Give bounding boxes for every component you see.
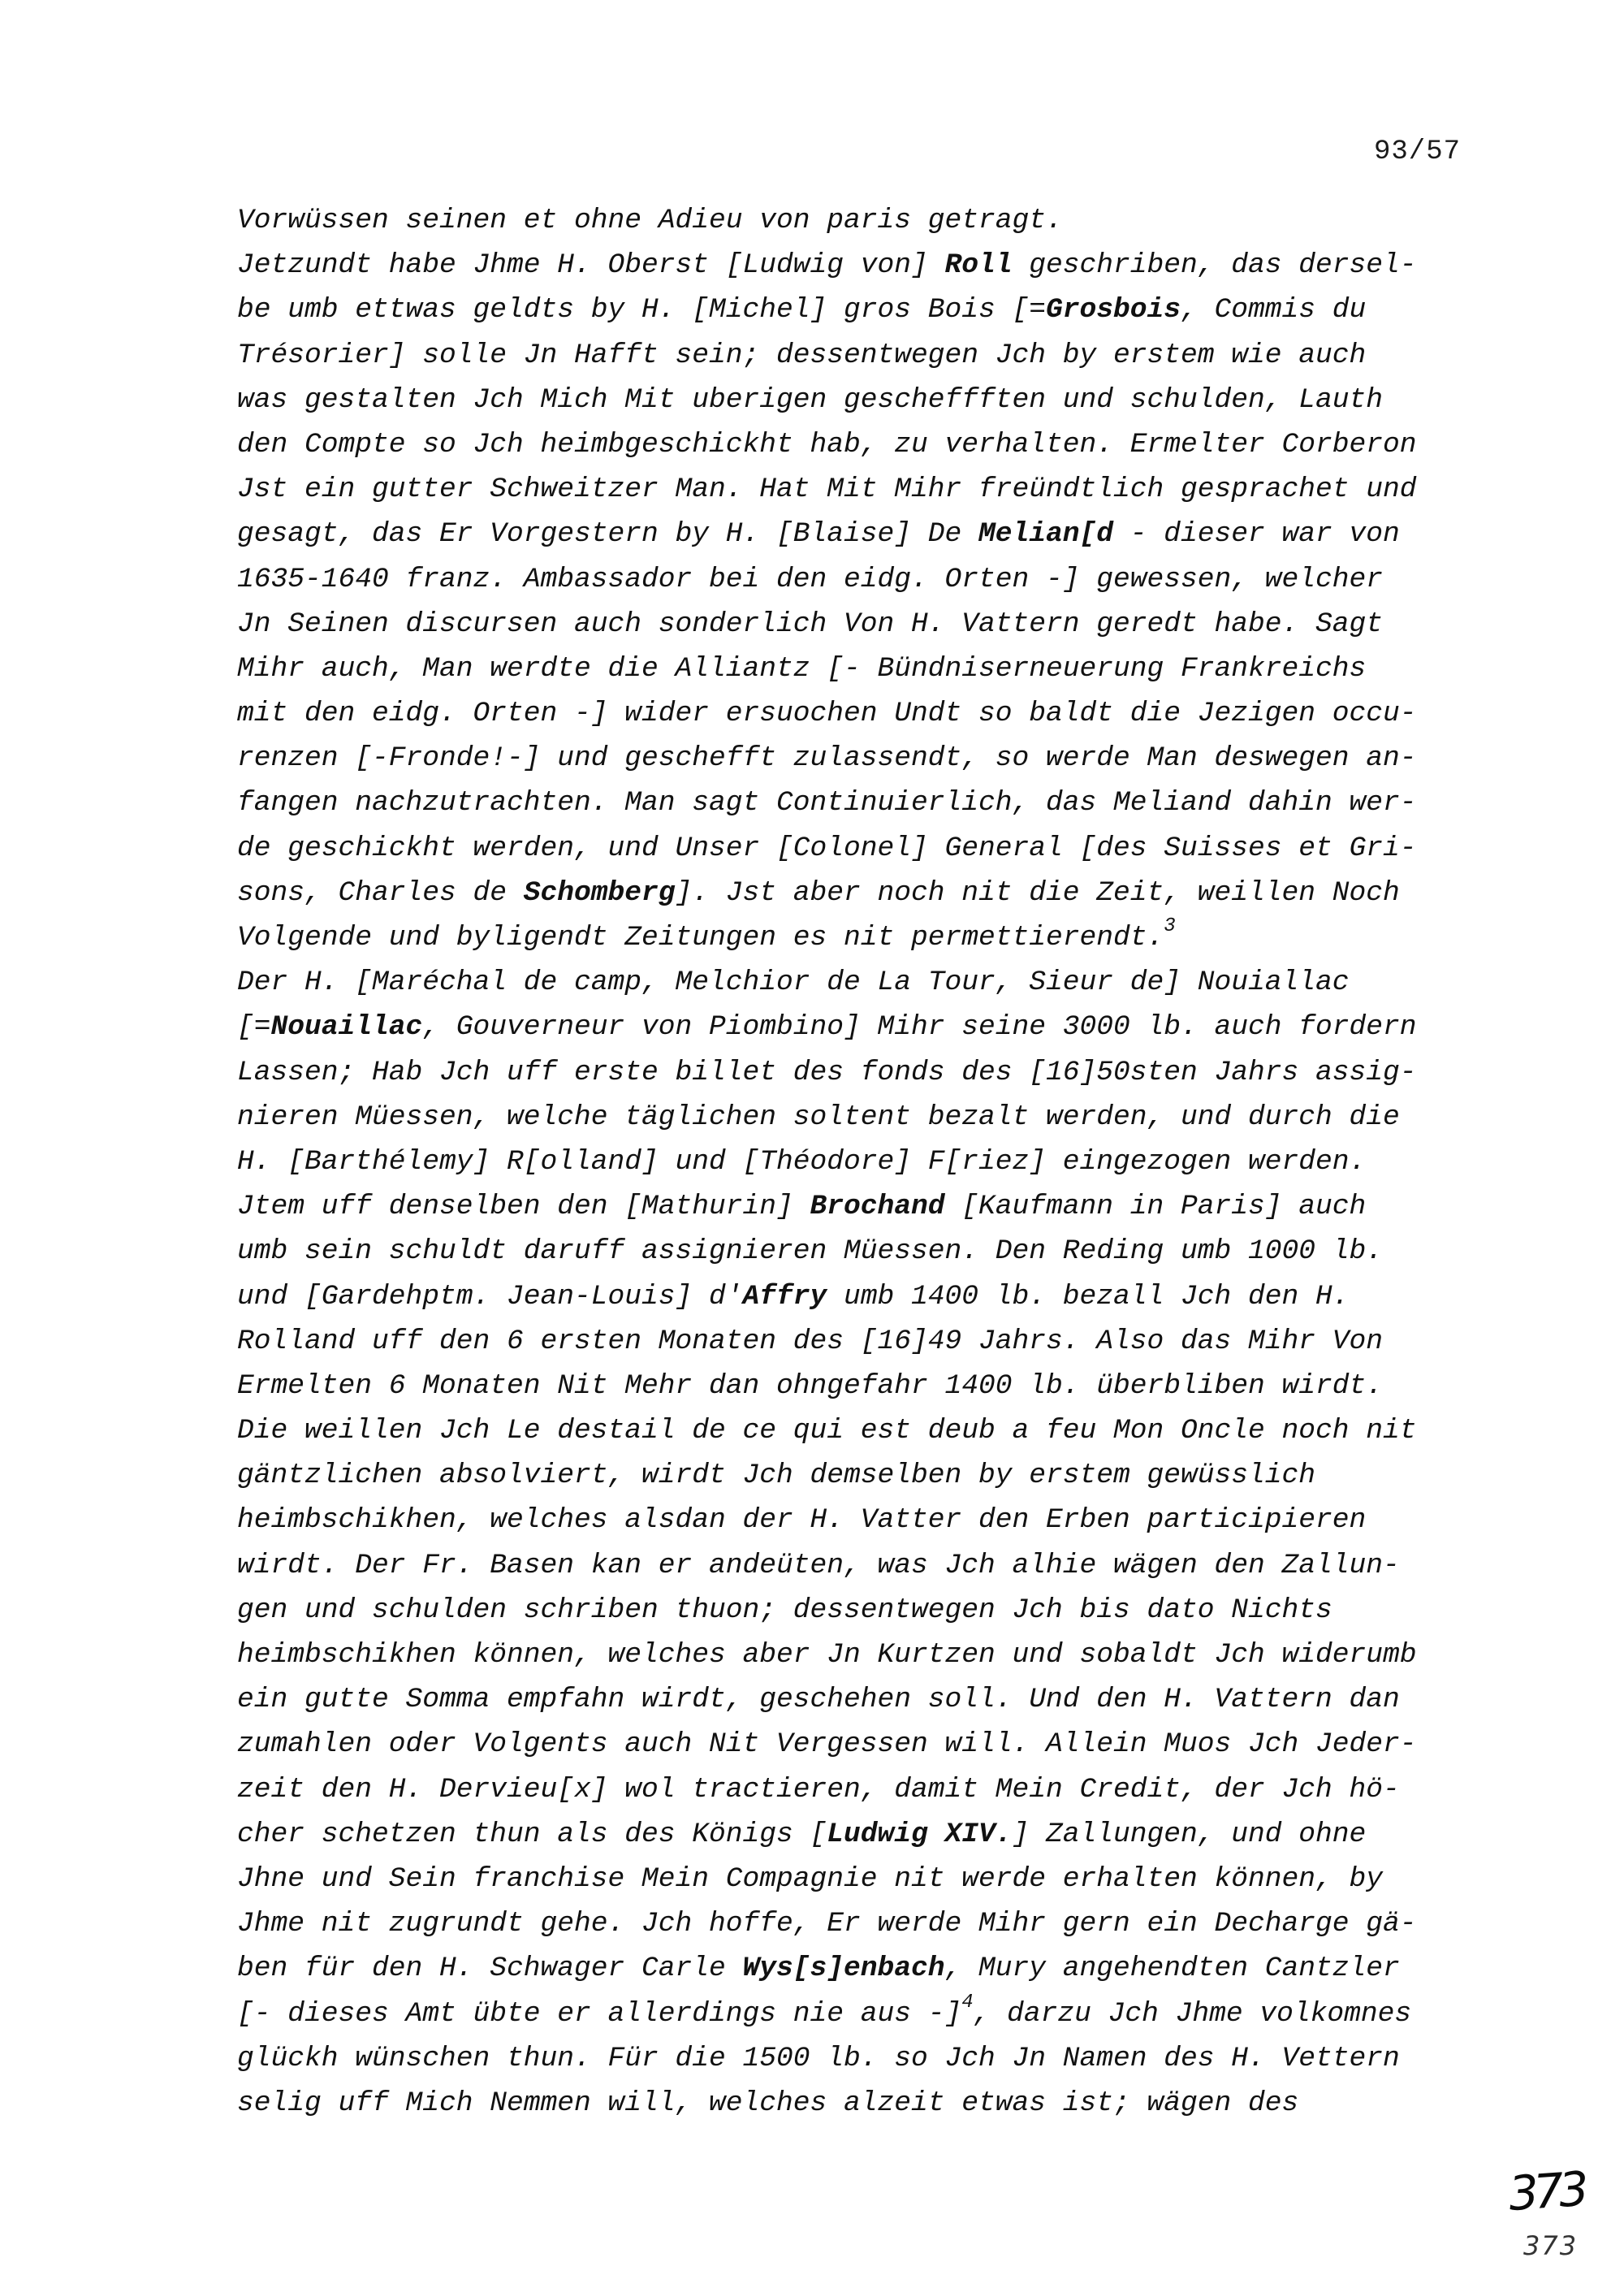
text-run: Rolland uff den 6 ersten Monaten des [16]49 Jahrs. Also das Mihr Von bbox=[237, 1325, 1384, 1357]
text-run: [Kaufmann in Paris] auch bbox=[944, 1191, 1367, 1223]
text-line bbox=[237, 1633, 1488, 1677]
text-line bbox=[237, 1588, 1488, 1633]
text-run: Lassen; Hab Jch uff erste billet des fonds des [16]50sten Jahrs assig- bbox=[237, 1056, 1417, 1088]
text-run: und [Gardehptm. Jean-Louis] d' bbox=[237, 1280, 743, 1313]
text-run: de geschickht werden, und Unser [Colonel] General [des Suisses et Gri- bbox=[237, 832, 1417, 864]
text-line bbox=[237, 378, 1488, 422]
bold-name: Schomberg bbox=[523, 876, 676, 909]
text-run: , Mury angehendten Cantzler bbox=[944, 1953, 1400, 1985]
text-run: was gestalten Jch Mich Mit uberigen gescheffften und schulden, Lauth bbox=[237, 383, 1384, 416]
text-run: sons, Charles de bbox=[237, 876, 524, 909]
text-line bbox=[237, 198, 1488, 243]
text-run: heimbschikhen können, welches aber Jn Kurtzen und sobaldt Jch widerumb bbox=[237, 1639, 1417, 1671]
text-line bbox=[237, 1184, 1488, 1229]
text-line bbox=[237, 288, 1488, 332]
text-run: Mihr auch, Man werdte die Alliantz [- Bündniserneuerung Frankreichs bbox=[237, 652, 1367, 685]
text-line bbox=[237, 333, 1488, 378]
archive-stamp-pencil: 373 bbox=[1523, 2230, 1579, 2261]
text-run: renzen [-Fronde!-] und geschefft zulassendt, so werde Man deswegen an- bbox=[237, 742, 1417, 775]
text-run: zumahlen oder Volgents auch Nit Vergessen will. Allein Muos Jch Jeder- bbox=[237, 1728, 1417, 1761]
text-line bbox=[237, 1453, 1488, 1498]
text-run: ]. Jst aber noch nit die Zeit, weillen Noch bbox=[675, 876, 1400, 909]
text-line bbox=[237, 1274, 1488, 1319]
text-line bbox=[237, 467, 1488, 512]
text-run: den Compte so Jch heimbgeschickht hab, zu verhalten. Ermelter Corberon bbox=[237, 428, 1417, 461]
text-line bbox=[237, 1767, 1488, 1812]
text-run: Jhme nit zugrundt gehe. Jch hoffe, Er werde Mihr gern ein Decharge gä- bbox=[237, 1908, 1417, 1940]
text-line bbox=[237, 1229, 1488, 1274]
text-line bbox=[237, 960, 1488, 1005]
text-line bbox=[237, 1408, 1488, 1453]
text-run: - dieser war von bbox=[1113, 518, 1400, 551]
text-run: , Commis du bbox=[1181, 294, 1367, 327]
text-line bbox=[237, 1812, 1488, 1857]
text-run: Volgende und byligendt Zeitungen es nit permettierendt. bbox=[237, 922, 1164, 954]
text-line bbox=[237, 1050, 1488, 1095]
text-run: wirdt. Der Fr. Basen kan er andeüten, was Jch alhie wägen den Zallun- bbox=[237, 1549, 1400, 1581]
text-line bbox=[237, 1005, 1488, 1049]
page-number: 93/57 bbox=[1374, 136, 1462, 167]
bold-name: Ludwig XIV. bbox=[827, 1818, 1013, 1850]
text-line bbox=[237, 1857, 1488, 1901]
text-run: geschriben, das dersel- bbox=[1012, 249, 1417, 282]
text-line bbox=[237, 781, 1488, 825]
text-line bbox=[237, 736, 1488, 781]
text-run: ein gutte Somma empfahn wirdt, geschehen soll. Und den H. Vattern dan bbox=[237, 1684, 1400, 1716]
body-text bbox=[237, 198, 1488, 2126]
text-line bbox=[237, 1095, 1488, 1140]
text-line bbox=[237, 915, 1488, 960]
bold-name: Wys[s]enbach bbox=[742, 1953, 945, 1985]
bold-name: Brochand bbox=[810, 1191, 945, 1223]
text-line bbox=[237, 826, 1488, 871]
text-run: selig uff Mich Nemmen will, welches alzeit etwas ist; wägen des bbox=[237, 2087, 1299, 2119]
text-run: mit den eidg. Orten -] wider ersuochen Undt so baldt die Jezigen occu- bbox=[237, 698, 1417, 730]
text-run: Jetzundt habe Jhme H. Oberst [Ludwig von] bbox=[237, 249, 945, 282]
text-run: ] Zallungen, und ohne bbox=[1012, 1818, 1367, 1850]
text-run: nieren Müessen, welche täglichen soltent bezalt werden, und durch die bbox=[237, 1101, 1400, 1133]
bold-name: Affry bbox=[742, 1280, 827, 1313]
text-run: [- dieses Amt übte er allerdings nie aus -] bbox=[237, 1997, 962, 2030]
text-run: [= bbox=[237, 1011, 271, 1044]
bold-name: Nouaillac bbox=[270, 1011, 423, 1044]
text-run: umb sein schuldt daruff assignieren Müessen. Den Reding umb 1000 lb. bbox=[237, 1235, 1384, 1268]
text-line bbox=[237, 512, 1488, 556]
text-run: gesagt, das Er Vorgestern by H. [Blaise] De bbox=[237, 518, 979, 551]
text-line bbox=[237, 2036, 1488, 2081]
text-run: , darzu Jch Jhme volkomnes bbox=[973, 1997, 1412, 2030]
text-run: ben für den H. Schwager Carle bbox=[237, 1953, 743, 1985]
text-run: umb 1400 lb. bezall Jch den H. bbox=[827, 1280, 1350, 1313]
text-run: Vorwüssen seinen et ohne Adieu von paris getragt. bbox=[237, 205, 1063, 236]
text-line bbox=[237, 557, 1488, 602]
text-line bbox=[237, 2081, 1488, 2126]
text-run: Trésorier] solle Jn Hafft sein; dessentwegen Jch by erstem wie auch bbox=[237, 339, 1367, 371]
text-line bbox=[237, 1498, 1488, 1542]
text-run: cher schetzen thun als des Königs [ bbox=[237, 1818, 827, 1850]
text-line bbox=[237, 1901, 1488, 1946]
footnote-marker: 3 bbox=[1164, 915, 1176, 938]
text-line bbox=[237, 1140, 1488, 1184]
text-run: be umb ettwas geldts by H. [Michel] gros Bois [= bbox=[237, 294, 1047, 327]
text-run: 1635-1640 franz. Ambassador bei den eidg. Orten -] gewessen, welcher bbox=[237, 563, 1384, 595]
text-run: gen und schulden schriben thuon; dessentwegen Jch bis dato Nichts bbox=[237, 1594, 1332, 1626]
text-run: zeit den H. Dervieu[x] wol tractieren, damit Mein Credit, der Jch hö- bbox=[237, 1773, 1400, 1806]
text-run: Der H. [Maréchal de camp, Melchior de La Tour, Sieur de] Nouiallac bbox=[237, 967, 1350, 999]
text-line bbox=[237, 602, 1488, 647]
text-line bbox=[237, 1722, 1488, 1767]
text-line bbox=[237, 871, 1488, 915]
bold-name: Grosbois bbox=[1046, 294, 1181, 327]
text-run: Jst ein gutter Schweitzer Man. Hat Mit Mihr freündtlich gesprachet und bbox=[237, 474, 1417, 506]
text-run: gäntzlichen absolviert, wirdt Jch demselben by erstem gewüsslich bbox=[237, 1460, 1316, 1492]
text-line bbox=[237, 422, 1488, 467]
text-line bbox=[237, 691, 1488, 736]
text-run: fangen nachzutrachten. Man sagt Continuierlich, das Meliand dahin wer- bbox=[237, 787, 1417, 820]
bold-name: Melian[d bbox=[978, 518, 1114, 551]
text-line bbox=[237, 1364, 1488, 1408]
text-run: Die weillen Jch Le destail de ce qui est deub a feu Mon Oncle noch nit bbox=[237, 1415, 1417, 1447]
text-line bbox=[237, 1677, 1488, 1722]
text-run: H. [Barthélemy] R[olland] und [Théodore] F[riez] eingezogen werden. bbox=[237, 1145, 1367, 1178]
text-line bbox=[237, 647, 1488, 691]
text-line bbox=[237, 1946, 1488, 1991]
text-run: Jn Seinen discursen auch sonderlich Von H. Vattern geredt habe. Sagt bbox=[237, 608, 1384, 640]
text-line bbox=[237, 1319, 1488, 1364]
text-run: Ermelten 6 Monaten Nit Mehr dan ohngefahr 1400 lb. überbliben wirdt. bbox=[237, 1369, 1384, 1402]
text-line bbox=[237, 243, 1488, 288]
footnote-marker: 4 bbox=[961, 1991, 974, 2013]
text-run: Jtem uff denselben den [Mathurin] bbox=[237, 1191, 810, 1223]
bold-name: Roll bbox=[944, 249, 1013, 282]
text-run: glückh wünschen thun. Für die 1500 lb. so Jch Jn Namen des H. Vettern bbox=[237, 2042, 1400, 2074]
text-run: Jhne und Sein franchise Mein Compagnie nit werde erhalten können, by bbox=[237, 1862, 1384, 1895]
text-line bbox=[237, 1543, 1488, 1588]
text-line bbox=[237, 1992, 1488, 2036]
archive-stamp: 373 bbox=[1506, 2160, 1586, 2222]
text-run: heimbschikhen, welches alsdan der H. Vatter den Erben participieren bbox=[237, 1504, 1367, 1537]
text-run: , Gouverneur von Piombino] Mihr seine 3000 lb. auch fordern bbox=[422, 1011, 1417, 1044]
